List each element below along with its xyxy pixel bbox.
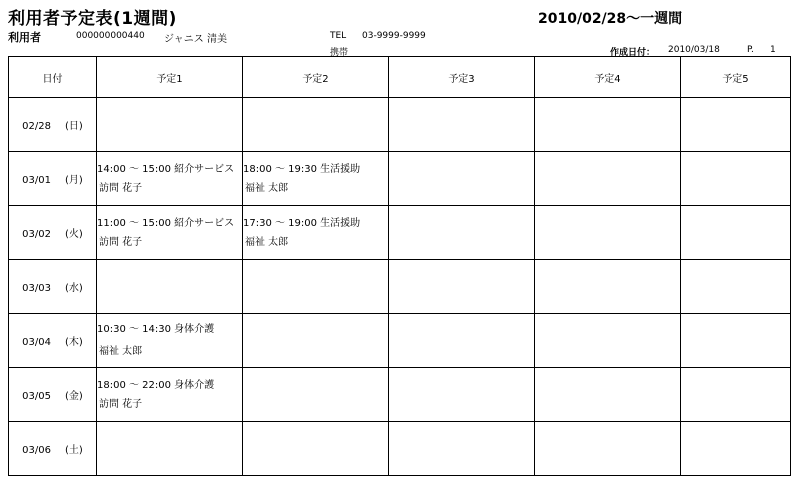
slot-cell <box>681 152 791 206</box>
user-name: ジャニス 清美 <box>164 34 227 45</box>
date-cell <box>9 152 97 206</box>
date-cell <box>9 98 97 152</box>
date-cell <box>9 368 97 422</box>
slot-cell <box>681 98 791 152</box>
slot-time-service: 18:00 ～ 22:00 身体介護 <box>97 379 215 391</box>
slot-cell <box>389 98 535 152</box>
tel-value: 03-9999-9999 <box>362 31 426 41</box>
table-row <box>9 368 791 422</box>
slot-cell <box>681 260 791 314</box>
date-cell <box>9 206 97 260</box>
slot-cell <box>535 98 681 152</box>
day-of-week: (金) <box>65 391 83 402</box>
table-header-row <box>9 57 791 98</box>
date-value: 03/03 <box>22 283 51 294</box>
slot-cell <box>243 368 389 422</box>
user-label: 利用者 <box>8 31 41 44</box>
slot-cell <box>535 152 681 206</box>
slot-staff: 訪問 花子 <box>99 236 143 248</box>
slot-time-service: 14:00 ～ 15:00 紹介サービス <box>97 163 235 175</box>
slot-time-service: 17:30 ～ 19:00 生活援助 <box>243 217 361 229</box>
created-date-label: 作成日付： <box>610 48 656 58</box>
slot-cell <box>535 260 681 314</box>
table-row <box>9 98 791 152</box>
user-id: 000000000440 <box>76 31 145 41</box>
slot-cell <box>535 314 681 368</box>
day-of-week: (木) <box>65 337 83 348</box>
report-period: 2010/02/28～一週間 <box>538 11 683 27</box>
day-of-week: (水) <box>65 283 83 294</box>
slot-staff: 訪問 花子 <box>99 182 143 194</box>
column-header-plan5: 予定5 <box>681 57 791 98</box>
date-value: 03/06 <box>22 445 51 456</box>
slot-cell <box>97 314 243 368</box>
slot-staff: 福祉 太郎 <box>245 182 289 194</box>
tel-label: TEL <box>330 31 347 41</box>
page-number: 1 <box>770 45 776 55</box>
slot-cell <box>389 422 535 476</box>
slot-cell <box>243 260 389 314</box>
day-of-week: (土) <box>65 445 83 456</box>
date-value: 03/04 <box>22 337 51 348</box>
slot-cell <box>535 368 681 422</box>
table-row <box>9 260 791 314</box>
slot-cell <box>535 206 681 260</box>
day-of-week: (火) <box>65 229 83 240</box>
slot-cell <box>97 260 243 314</box>
date-value: 03/05 <box>22 391 51 402</box>
table-row <box>9 422 791 476</box>
slot-cell <box>97 206 243 260</box>
slot-cell <box>681 422 791 476</box>
date-cell <box>9 260 97 314</box>
slot-cell <box>389 206 535 260</box>
column-header-plan1: 予定1 <box>97 57 243 98</box>
report-title: 利用者予定表(1週間) <box>8 9 177 29</box>
slot-cell <box>243 422 389 476</box>
day-of-week: (日) <box>65 121 83 132</box>
page-label: P. <box>747 45 754 55</box>
slot-cell <box>243 314 389 368</box>
date-value: 02/28 <box>22 121 51 132</box>
date-value: 03/01 <box>22 175 51 186</box>
slot-cell <box>535 422 681 476</box>
column-header-plan3: 予定3 <box>389 57 535 98</box>
column-header-date: 日付 <box>9 57 97 98</box>
slot-cell <box>389 152 535 206</box>
slot-cell <box>243 206 389 260</box>
slot-cell <box>389 368 535 422</box>
slot-staff: 福祉 太郎 <box>245 236 289 248</box>
table-row <box>9 314 791 368</box>
slot-cell <box>389 260 535 314</box>
date-cell <box>9 314 97 368</box>
slot-cell <box>681 314 791 368</box>
slot-cell <box>97 368 243 422</box>
slot-cell <box>389 314 535 368</box>
table-row <box>9 152 791 206</box>
schedule-table <box>8 56 791 476</box>
slot-cell <box>97 422 243 476</box>
day-of-week: (月) <box>65 175 83 186</box>
table-row <box>9 206 791 260</box>
slot-time-service: 10:30 ～ 14:30 身体介護 <box>97 324 215 335</box>
slot-staff: 福祉 太郎 <box>99 346 143 357</box>
slot-time-service: 11:00 ～ 15:00 紹介サービス <box>97 217 235 229</box>
mobile-label: 携帯 <box>330 48 349 58</box>
created-date-value: 2010/03/18 <box>668 45 720 55</box>
slot-staff: 訪問 花子 <box>99 398 143 410</box>
date-value: 03/02 <box>22 229 51 240</box>
slot-cell <box>243 152 389 206</box>
date-cell <box>9 422 97 476</box>
slot-cell <box>681 206 791 260</box>
slot-cell <box>681 368 791 422</box>
slot-time-service: 18:00 ～ 19:30 生活援助 <box>243 163 361 175</box>
column-header-plan4: 予定4 <box>535 57 681 98</box>
slot-cell <box>97 152 243 206</box>
slot-cell <box>243 98 389 152</box>
slot-cell <box>97 98 243 152</box>
column-header-plan2: 予定2 <box>243 57 389 98</box>
